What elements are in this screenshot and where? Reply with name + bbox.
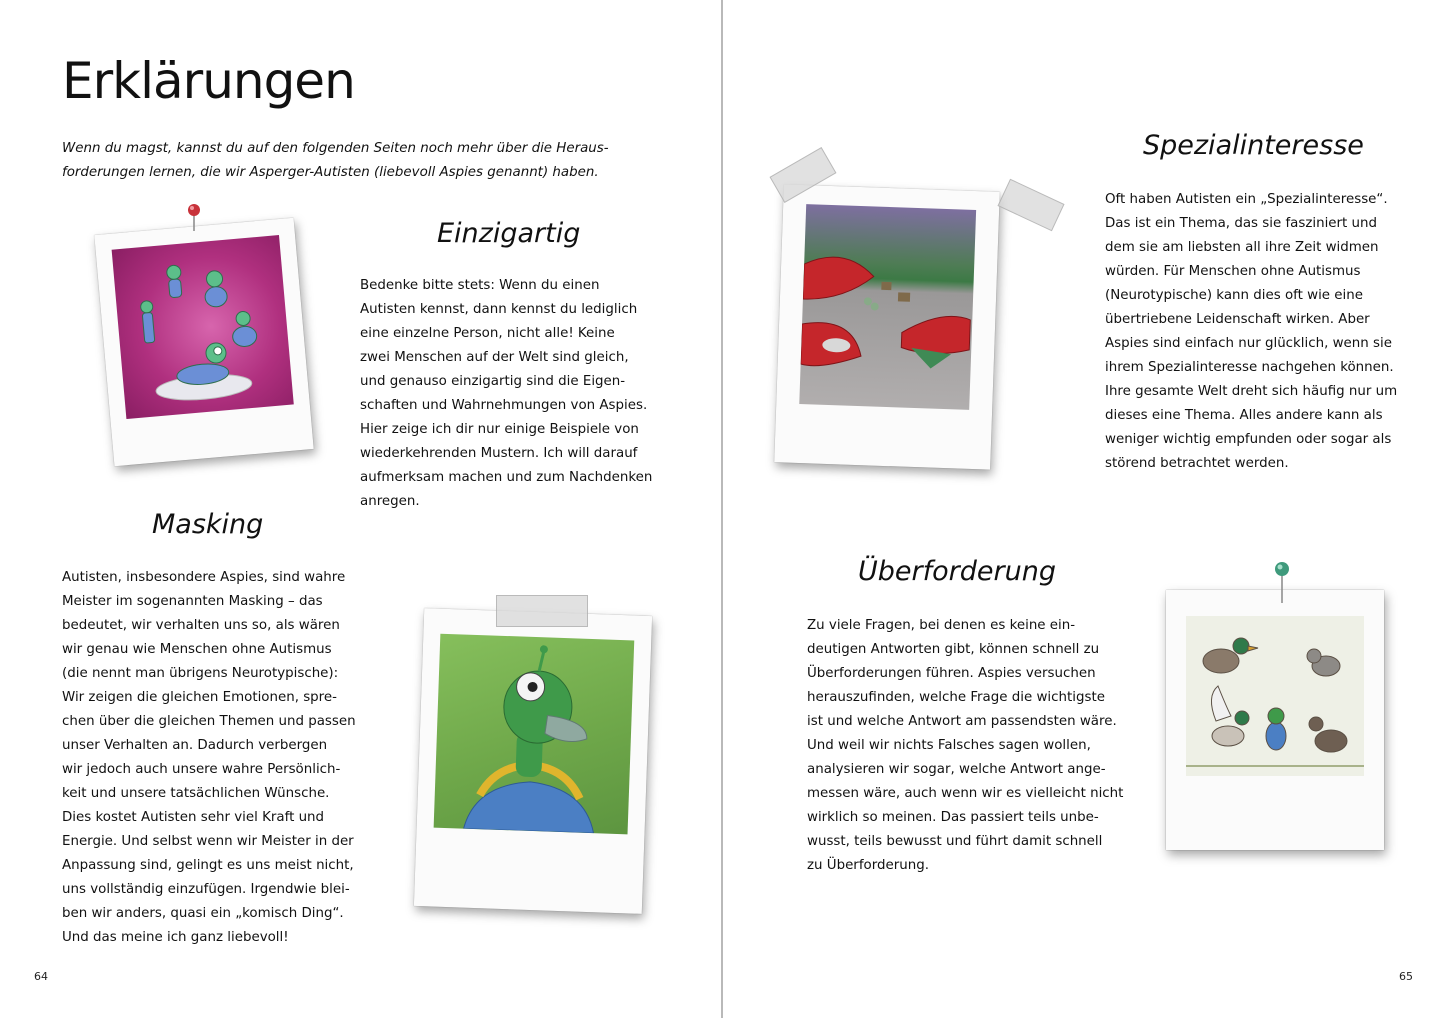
intro-paragraph [62,137,622,185]
text-line: analysieren wir sogar, welche Antwort ange- [807,762,1106,777]
polaroid-aliens-relaxing [94,218,313,467]
green-pin-icon [1273,560,1291,604]
ueberforderung-paragraph [807,614,1127,878]
text-line: ihrem Spezialinteresse nachgehen können. [1105,360,1394,375]
text-line: messen wäre, auch wenn wir es vielleicht nicht [807,786,1124,801]
text-line: Überforderungen führen. Aspies versuchen [807,666,1096,681]
text-line: herauszufinden, welche Frage die wichtigste [807,690,1105,705]
text-line: Und weil wir nichts Falsches sagen wollen, [807,738,1091,753]
text-line: ist und welche Antwort am passendsten wäre. [807,714,1117,729]
text-line: schaften und Wahrnehmungen von Aspies. [360,398,648,413]
polaroid-alien-duck [414,608,652,914]
einzigartig-paragraph [360,274,660,514]
crashed-spaceships-illustration [799,204,976,410]
text-line: würden. Für Menschen ohne Autismus [1105,264,1361,279]
spaceships-svg [799,204,976,410]
text-line: Autisten kennst, dann kennst du lediglich [360,302,638,317]
text-line: Bedenke bitte stets: Wenn du einen [360,278,600,293]
text-line: Hier zeige ich dir nur einige Beispiele von [360,422,639,437]
text-line: Und das meine ich ganz liebevoll! [62,930,289,945]
text-line: wirklich so meinen. Das passiert teils unbe- [807,810,1099,825]
text-line: Aspies sind einfach nur glücklich, wenn sie [1105,336,1392,351]
text-line: Wir zeigen die gleichen Emotionen, spre- [62,690,337,705]
heading-ueberforderung: Überforderung [858,556,1056,587]
heading-masking: Masking [152,509,264,540]
heading-einzigartig: Einzigartig [437,218,581,249]
right-page [723,0,1445,1018]
text-line: weniger wichtig empfunden oder sogar als [1105,432,1392,447]
text-line: und genauso einzigartig sind die Eigen- [360,374,626,389]
alien-duck-portrait-illustration [434,634,635,835]
page-number: 65 [1399,970,1413,983]
text-line: dieses eine Thema. Alles andere kann als [1105,408,1383,423]
text-line: Ihre gesamte Welt dreht sich häufig nur um [1105,384,1398,399]
ducks-svg [1186,616,1364,776]
text-line: Das ist ein Thema, das sie fasziniert und [1105,216,1378,231]
tape-strip [997,179,1064,232]
text-line: keit und unsere tatsächlichen Wünsche. [62,786,330,801]
heading-spezialinteresse: Spezialinteresse [1143,130,1364,161]
text-line: Dies kostet Autisten sehr viel Kraft und [62,810,325,825]
text-line: aufmerksam machen und zum Nachdenken [360,470,653,485]
aliens-svg [112,235,294,419]
text-line: wusst, teils bewusst und führt damit schnell [807,834,1103,849]
left-page [0,0,721,1018]
tape-strip [496,595,588,627]
polaroid-spaceships [774,184,1000,469]
text-line: deutigen Antworten gibt, können schnell zu [807,642,1100,657]
text-line: dem sie am liebsten all ihre Zeit widmen [1105,240,1379,255]
red-pin-icon [186,202,202,232]
aliens-relaxing-illustration [112,235,294,419]
text-line: übertriebene Leidenschaft wirken. Aber [1105,312,1370,327]
page-title: Erklärungen [62,52,355,110]
text-line: unser Verhalten an. Dadurch verbergen [62,738,328,753]
text-line: Oft haben Autisten ein „Spezialinteresse“. [1105,192,1388,207]
text-line: wir jedoch auch unsere wahre Persönlich- [62,762,341,777]
text-line: uns vollständig einzufügen. Irgendwie blei- [62,882,350,897]
text-line: bedeutet, wir verhalten uns so, als wären [62,618,340,633]
text-line: wiederkehrenden Mustern. Ich will darauf [360,446,638,461]
text-line: störend betrachtet werden. [1105,456,1289,471]
text-line: eine einzelne Person, nicht alle! Keine [360,326,615,341]
alien-duck-svg [434,634,635,835]
page-number: 64 [34,970,48,983]
text-line: chen über die gleichen Themen und passen [62,714,356,729]
text-line: anregen. [360,494,420,509]
text-line: Meister im sogenannten Masking – das [62,594,323,609]
intro-line: Wenn du magst, kannst du auf den folgenden Seiten noch mehr über die Heraus- [62,141,609,156]
polaroid-ducks [1166,590,1384,850]
text-line: Zu viele Fragen, bei denen es keine ein- [807,618,1076,633]
spezialinteresse-paragraph [1105,188,1415,476]
ducks-and-alien-illustration [1186,616,1364,776]
text-line: Autisten, insbesondere Aspies, sind wahre [62,570,346,585]
text-line: Energie. Und selbst wenn wir Meister in der [62,834,354,849]
text-line: ben wir anders, quasi ein „komisch Ding“. [62,906,344,921]
text-line: wir genau wie Menschen ohne Autismus [62,642,332,657]
text-line: zwei Menschen auf der Welt sind gleich, [360,350,629,365]
text-line: Anpassung sind, gelingt es uns meist nicht, [62,858,354,873]
intro-line: forderungen lernen, die wir Asperger-Autisten (liebevoll Aspies genannt) haben. [62,165,599,180]
text-line: zu Überforderung. [807,858,929,873]
text-line: (Neurotypische) kann dies oft wie eine [1105,288,1363,303]
text-line: (die nennt man übrigens Neurotypische): [62,666,339,681]
masking-paragraph [62,566,362,950]
